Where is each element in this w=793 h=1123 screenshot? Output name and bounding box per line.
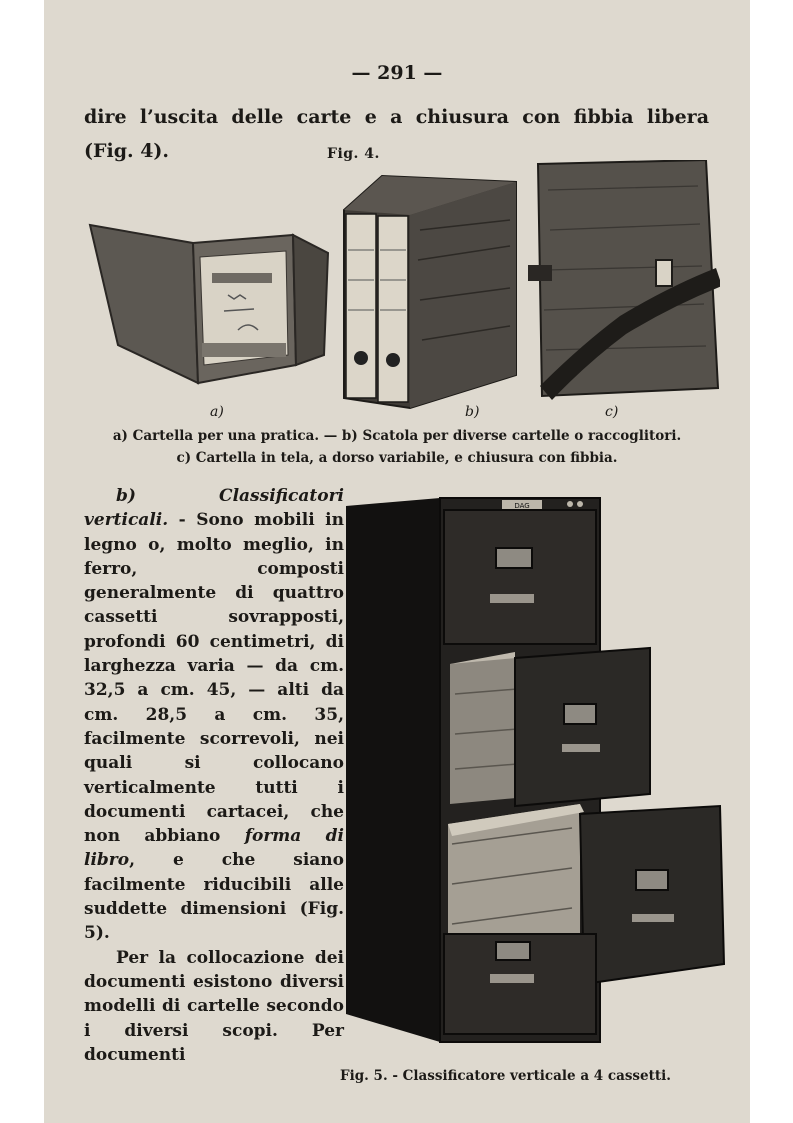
figure-4-sub-c: c) [605,404,619,420]
cabinet-tag: DAG [514,502,530,510]
open-folder-illustration [88,215,333,390]
paragraph-2: Per la collocazione dei documenti esistono diversi modelli di cartelle secondo i diversi scopi. Per documenti [84,947,344,1065]
paragraph-1-italic: forma di libro [84,826,344,871]
body-text-column [84,484,344,1067]
lead-text-reference: (Fig. 4). [84,140,170,162]
figure-4-caption-line-2: c) Cartella in tela, a dorso variabile, e chiusura con fibbia. [176,450,618,466]
figure-4-sub-a: a) [210,404,224,420]
page-number: — 291 — [351,62,443,84]
box-with-binders-illustration [340,170,518,410]
lead-text-line: dire l’uscita delle carte e a chiusura con fibbia libera [84,106,709,128]
cloth-folder-illustration [528,160,720,400]
filing-cabinet-photo [340,494,728,1059]
book-page [44,0,750,1123]
section-heading: b) Classificatori verticali. [84,486,344,531]
paragraph-1-end: , e che siano facilmente riducibili alle suddette dimensioni (Fig. 5). [84,850,344,944]
figure-5-caption: Fig. 5. - Classificatore verticale a 4 cassetti. [340,1068,671,1084]
figure-4-caption-line-1: a) Cartella per una pratica. — b) Scatola per diverse cartelle o raccoglitori. [112,428,682,444]
paragraph-1-text: - Sono mobili in legno o, molto meglio, in ferro, composti generalmente di quattro cassetti sovrapposti, profondi 60 centimetri, di larghezza varia — da cm. 32,5 a cm. 45, — alti da cm. 28,5 a cm. 35, facilmente scorrevoli, nei quali si collocano verticalmente tutti i documenti cartacei, che non abbiano [84,510,344,847]
figure-4-label: Fig. 4. [327,146,380,162]
figure-4-sub-b: b) [465,404,480,420]
paragraph-1 [84,484,344,946]
